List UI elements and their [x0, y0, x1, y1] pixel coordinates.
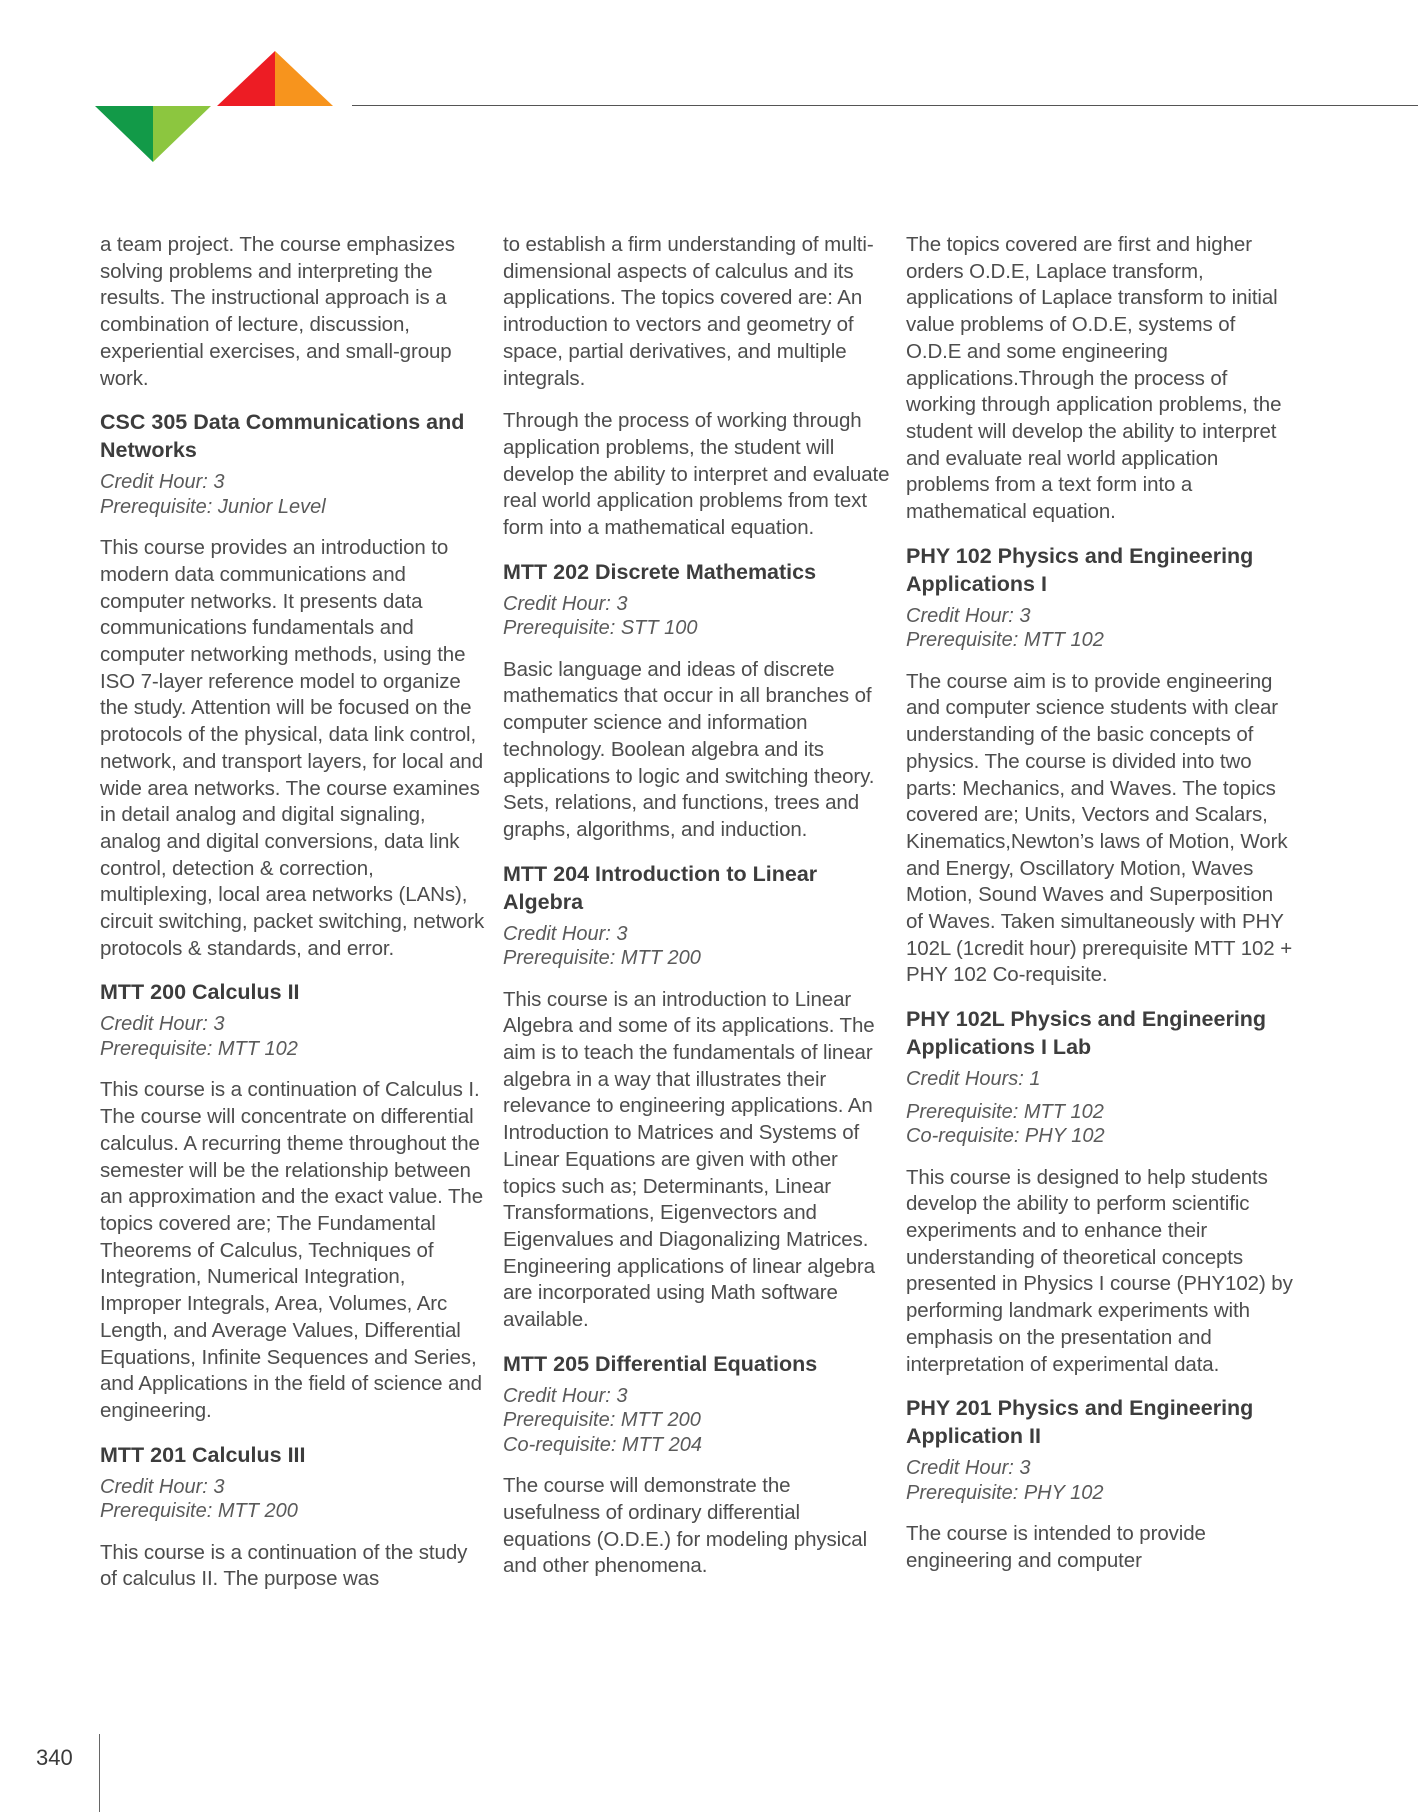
- course-phy102: [906, 542, 1294, 989]
- course-meta: [100, 470, 488, 519]
- credit-hour: Credit Hour: 3: [503, 592, 628, 615]
- course-title: CSC 305 Data Communications and Networks: [100, 410, 465, 463]
- course-mtt201: [100, 1441, 488, 1593]
- course-meta: [100, 1012, 488, 1061]
- prerequisite: Prerequisite: MTT 102: [906, 1100, 1104, 1123]
- credit-hour: Credit Hour: 3: [100, 1475, 225, 1498]
- credit-hour: Credit Hour: 3: [503, 922, 628, 945]
- logo-triangles: [95, 48, 335, 163]
- course-title: PHY 201 Physics and Engineering Application II: [906, 1396, 1254, 1449]
- course-title: PHY 102 Physics and Engineering Applications I: [906, 543, 1254, 596]
- course-meta: [906, 1067, 1294, 1092]
- course-meta: [906, 604, 1294, 653]
- course-title: MTT 202 Discrete Mathematics: [503, 559, 817, 584]
- course-meta: [100, 1475, 488, 1524]
- column-1: [100, 232, 488, 1609]
- course-description: This course is an introduction to Linear Algebra and some of its applications. The aim is to teach the fundamentals of linear algebra in a way that illustrates their relevance to engineering applications. An Introduction to Matrices and Systems of Linear Equations are given with other topics such as; Determinants, Linear Transformations, Eigenvectors and Eigenvalues and Diagonalizing Matrices. Engineering applications of linear algebra are incorporated using Math software available.: [503, 987, 875, 1332]
- course-title: MTT 200 Calculus II: [100, 980, 300, 1005]
- green-dark-triangle: [95, 106, 153, 162]
- prerequisite: Prerequisite: MTT 102: [906, 629, 1104, 652]
- prerequisite: Prerequisite: Junior Level: [100, 495, 326, 518]
- prerequisite: Prerequisite: MTT 200: [100, 1500, 298, 1523]
- column-2: [503, 232, 891, 1596]
- prerequisite: Prerequisite: MTT 200: [503, 1409, 701, 1432]
- intro-paragraph: a team project. The course emphasizes solving problems and interpreting the results. The instructional approach is a combination of lecture, discussion, experiential exercises, and small-group work.: [100, 233, 455, 390]
- credit-hours: Credit Hours: 1: [906, 1068, 1041, 1091]
- credit-hour: Credit Hour: 3: [100, 471, 225, 494]
- credit-hour: Credit Hour: 3: [100, 1013, 225, 1036]
- course-meta: [503, 592, 891, 641]
- course-title: MTT 201 Calculus III: [100, 1442, 306, 1467]
- course-meta: [906, 1456, 1294, 1505]
- page-number: 340: [36, 1745, 73, 1770]
- credit-hour: Credit Hour: 3: [906, 1457, 1031, 1480]
- course-description: This course is a continuation of Calculus I. The course will concentrate on differential calculus. A recurring theme throughout the semester will be the relationship between an approximation and the exact value. The topics covered are; The Fundamental Theorems of Calculus, Techniques of Integration, Numerical Integration, Improper Integrals, Area, Volumes, Arc Length, and Average Values, Differential Equations, Infinite Sequences and Series, and Applications in the field of science and engineering.: [100, 1078, 483, 1422]
- prerequisite: Prerequisite: MTT 200: [503, 947, 701, 970]
- course-description: This course is a continuation of the study of calculus II. The purpose was: [100, 1540, 468, 1591]
- credit-hour: Credit Hour: 3: [906, 604, 1031, 627]
- footer-rule: [99, 1734, 100, 1812]
- intro-paragraph: to establish a firm understanding of multi-dimensional aspects of calculus and its applications. The topics covered are: An introduction to vectors and geometry of space, partial derivatives, and multiple integrals.: [503, 233, 874, 390]
- course-description: This course is designed to help students develop the ability to perform scientific experiments and to enhance their understanding of theoretical concepts presented in Physics I course (PHY102) by performing landmark experiments with emphasis on the presentation and interpretation of experimental data.: [906, 1165, 1293, 1376]
- corequisite: Co-requisite: PHY 102: [906, 1125, 1105, 1148]
- course-mtt200: [100, 978, 488, 1424]
- red-triangle: [217, 51, 275, 106]
- course-meta: [503, 922, 891, 971]
- course-phy102l: [906, 1005, 1294, 1378]
- course-description: The course is intended to provide engineering and computer: [906, 1522, 1206, 1572]
- course-title: MTT 204 Introduction to Linear Algebra: [503, 861, 818, 914]
- course-title: PHY 102L Physics and Engineering Applications I Lab: [906, 1007, 1267, 1060]
- prerequisite: Prerequisite: STT 100: [503, 617, 698, 640]
- course-meta: [503, 1384, 891, 1458]
- course-meta-requisites: [906, 1100, 1294, 1149]
- credit-hour: Credit Hour: 3: [503, 1384, 628, 1407]
- course-csc305: [100, 408, 488, 962]
- course-mtt204: [503, 860, 891, 1334]
- intro-paragraph: The topics covered are first and higher orders O.D.E, Laplace transform, applications of Laplace transform to initial value problems of O.D.E, systems of O.D.E and some engineering applications.Through the process of working through application problems, the student will develop the ability to interpret and evaluate real world application problems from a text form into a mathematical equation.: [906, 233, 1282, 524]
- course-description: Basic language and ideas of discrete mathematics that occur in all branches of computer science and information technology. Boolean algebra and its applications to logic and switching theory. Sets, relations, and functions, trees and graphs, algorithms, and induction.: [503, 657, 875, 841]
- column-3: [906, 232, 1294, 1591]
- course-mtt205: [503, 1350, 891, 1580]
- green-light-triangle: [153, 106, 211, 162]
- prerequisite: Prerequisite: MTT 102: [100, 1037, 298, 1060]
- header-rule: [352, 105, 1418, 106]
- intro-paragraph: Through the process of working through application problems, the student will develop the ability to interpret and evaluate real world application problems from text form into a mathematical equation.: [503, 409, 890, 540]
- course-phy201: [906, 1394, 1294, 1574]
- course-description: The course will demonstrate the usefulness of ordinary differential equations (O.D.E.) for modeling physical and other phenomena.: [503, 1474, 868, 1578]
- orange-triangle: [275, 51, 333, 106]
- course-description: The course aim is to provide engineering and computer science students with clear understanding of the basic concepts of physics. The course is divided into two parts: Mechanics, and Waves. The topics covered are; Units, Vectors and Scalars, Kinematics,Newton’s laws of Motion, Work and Energy, Oscillatory Motion, Waves Motion, Sound Waves and Superposition of Waves. Taken simultaneously with PHY 102L (1credit hour) prerequisite MTT 102 + PHY 102 Co-requisite.: [906, 669, 1293, 987]
- course-description: This course provides an introduction to modern data communications and computer networks. It presents data communications fundamentals and computer networking methods, using the ISO 7-layer reference model to organize the study. Attention will be focused on the protocols of the physical, data link control, network, and transport layers, for local and wide area networks. The course examines in detail analog and digital signaling, analog and digital conversions, data link control, detection & correction, multiplexing, local area networks (LANs), circuit switching, packet switching, network protocols & standards, and error.: [100, 536, 485, 960]
- corequisite: Co-requisite: MTT 204: [503, 1433, 702, 1456]
- course-title: MTT 205 Differential Equations: [503, 1351, 818, 1376]
- course-mtt202: [503, 558, 891, 844]
- prerequisite: Prerequisite: PHY 102: [906, 1481, 1104, 1504]
